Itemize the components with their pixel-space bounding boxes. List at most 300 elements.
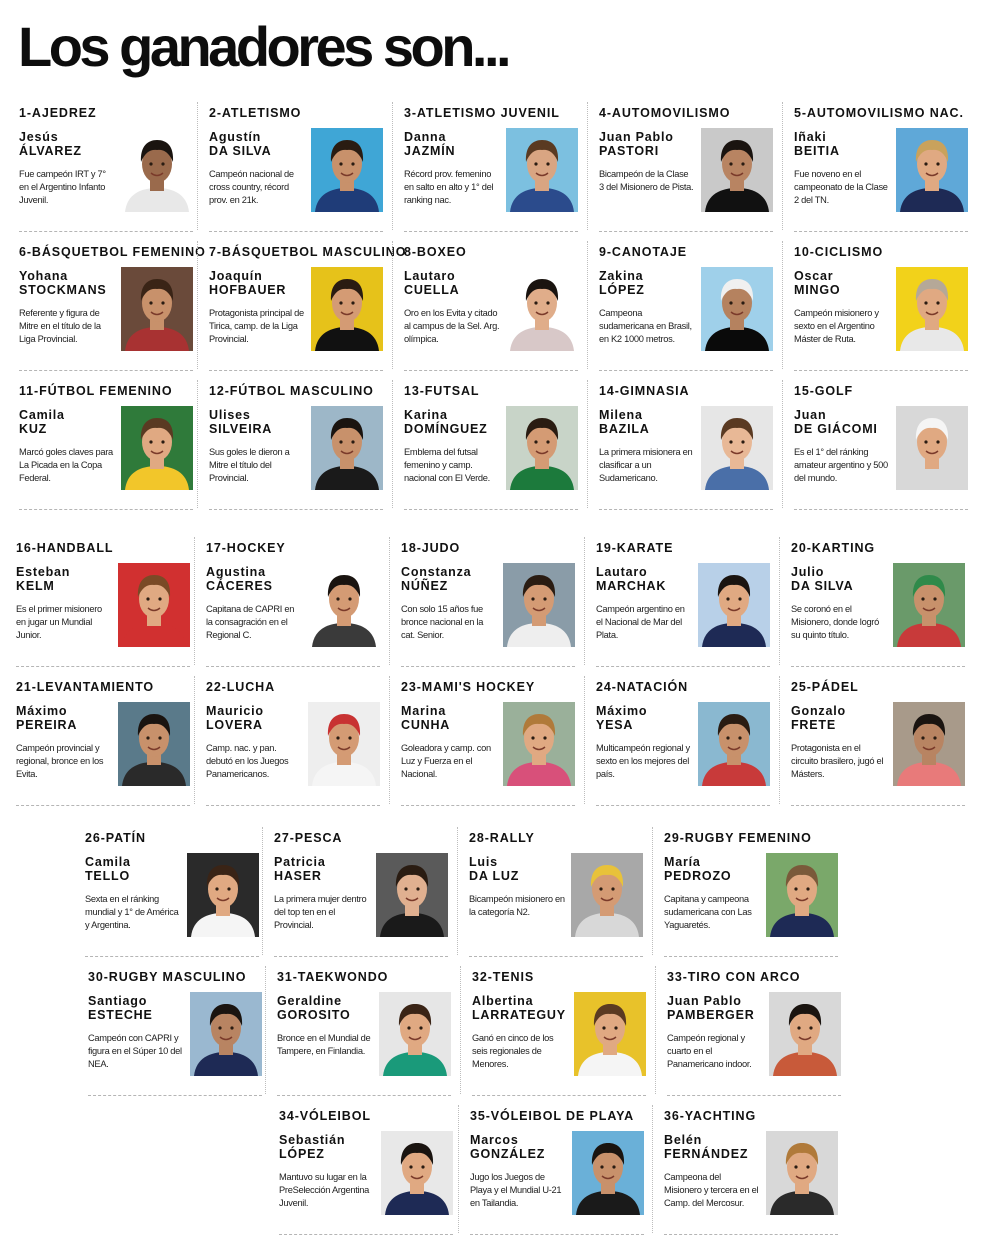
winner-category: 10-CICLISMO [794, 245, 884, 259]
card-divider [209, 231, 383, 232]
winner-last-name: BEITIA [794, 144, 840, 158]
winner-last-name: SILVEIRA [209, 422, 273, 436]
winner-name [19, 408, 105, 436]
winner-name [794, 269, 880, 297]
winner-photo [311, 267, 383, 351]
winner-first-name: Máximo [596, 704, 648, 718]
card-divider [472, 1095, 646, 1096]
card-divider [404, 231, 578, 232]
winner-category: 17-HOCKEY [206, 541, 286, 555]
column-separator [392, 102, 393, 230]
card-divider [16, 666, 190, 667]
winner-first-name: Esteban [16, 565, 71, 579]
winner-photo [379, 992, 451, 1076]
winner-photo [571, 853, 643, 937]
winner-name [404, 130, 490, 158]
winner-description: Campeona sudamericana en Brasil, en K2 1000 metros. [599, 308, 692, 344]
winner-last-name: CÁCERES [206, 579, 273, 593]
card-divider [209, 370, 383, 371]
winner-card [206, 680, 380, 806]
column-separator [389, 676, 390, 804]
column-separator [584, 676, 585, 804]
winner-category: 31-TAEKWONDO [277, 970, 389, 984]
card-divider [88, 1095, 262, 1096]
winner-last-name: LOVERA [206, 718, 263, 732]
column-separator [265, 966, 266, 1094]
winner-first-name: Patricia [274, 855, 326, 869]
card-divider [401, 666, 575, 667]
winner-first-name: Danna [404, 130, 447, 144]
winner-first-name: Oscar [794, 269, 834, 283]
column-separator [197, 102, 198, 230]
winner-first-name: Máximo [16, 704, 68, 718]
card-divider [469, 956, 643, 957]
card-divider [16, 805, 190, 806]
winner-category: 25-PÁDEL [791, 680, 859, 694]
winner-last-name: CUELLA [404, 283, 460, 297]
card-divider [599, 370, 773, 371]
winner-first-name: Juan Pablo [667, 994, 742, 1008]
winner-description: Protagonista en el circuito brasilero, jugó el Másters. [791, 743, 884, 779]
winner-name [599, 408, 685, 436]
winner-first-name: Ulises [209, 408, 251, 422]
winner-name [596, 704, 682, 732]
winner-category: 2-ATLETISMO [209, 106, 302, 120]
winner-last-name: HOFBAUER [209, 283, 287, 297]
winner-category: 15-GOLF [794, 384, 854, 398]
winner-description: Se coronó en el Misionero, donde logró su quinto título. [791, 604, 879, 640]
winner-description: Bronce en el Mundial de Tampere, en Finlandia. [277, 1033, 371, 1056]
winner-last-name: DA LUZ [469, 869, 520, 883]
winner-name [206, 704, 292, 732]
winner-last-name: DOMÍNGUEZ [404, 422, 488, 436]
winner-name [794, 130, 880, 158]
card-divider [791, 666, 965, 667]
winner-name [596, 565, 682, 593]
winner-description: Es el primer misionero en jugar un Mundial Junior. [16, 604, 102, 640]
winner-first-name: Zakina [599, 269, 644, 283]
winner-last-name: NÚÑEZ [401, 579, 449, 593]
winner-description: Sus goles le dieron a Mitre el título del Provincial. [209, 447, 290, 483]
winner-category: 23-MAMI'S HOCKEY [401, 680, 536, 694]
winner-category: 14-GIMNASIA [599, 384, 690, 398]
winner-last-name: STOCKMANS [19, 283, 107, 297]
winner-card [401, 680, 575, 806]
winner-card [470, 1109, 644, 1235]
page-title: Los ganadores son... [18, 15, 509, 78]
card-divider [279, 1234, 453, 1235]
winner-first-name: Camila [85, 855, 131, 869]
winner-description: Fue campeón IRT y 7° en el Argentino Infanto Juvenil. [19, 169, 106, 205]
winner-photo [308, 702, 380, 786]
winner-name [401, 565, 487, 593]
winner-last-name: LÓPEZ [599, 283, 645, 297]
winner-description: Mantuvo su lugar en la PreSelección Argentina Juvenil. [279, 1172, 370, 1208]
winner-card [279, 1109, 453, 1235]
winner-name [206, 565, 292, 593]
winner-photo [701, 406, 773, 490]
winner-card [599, 245, 773, 371]
winner-last-name: FRETE [791, 718, 836, 732]
winner-category: 11-FÚTBOL FEMENINO [19, 384, 173, 398]
winner-last-name: ÁLVAREZ [19, 144, 82, 158]
winner-card [85, 831, 259, 957]
card-divider [85, 956, 259, 957]
card-divider [277, 1095, 451, 1096]
card-divider [664, 1234, 838, 1235]
card-divider [404, 509, 578, 510]
winner-card [664, 1109, 838, 1235]
winner-photo [896, 267, 968, 351]
winner-card [19, 245, 206, 371]
winner-first-name: Luis [469, 855, 498, 869]
card-divider [599, 509, 773, 510]
winner-photo [376, 853, 448, 937]
winner-card [209, 106, 383, 232]
winner-photo [187, 853, 259, 937]
winner-first-name: Agustina [206, 565, 266, 579]
column-separator [652, 1105, 653, 1233]
column-separator [392, 241, 393, 369]
winner-photo [118, 563, 190, 647]
winner-description: Campeón provincial y regional, bronce en los Evita. [16, 743, 104, 779]
winner-photo [503, 702, 575, 786]
winner-card [16, 680, 190, 806]
winner-photo [308, 563, 380, 647]
column-separator [652, 827, 653, 955]
winner-last-name: MINGO [794, 283, 841, 297]
winner-name [209, 130, 295, 158]
winner-category: 5-AUTOMOVILISMO NAC. [794, 106, 964, 120]
winner-description: La primera mujer dentro del top ten en el Provincial. [274, 894, 367, 930]
winner-name [469, 855, 555, 883]
winner-photo [698, 702, 770, 786]
column-separator [262, 827, 263, 955]
winner-description: Referente y figura de Mitre en el título de la Liga Provincial. [19, 308, 101, 344]
card-divider [19, 370, 193, 371]
winner-name [279, 1133, 365, 1161]
winner-description: Campeón argentino en el Nacional de Mar del Plata. [596, 604, 685, 640]
winner-card [794, 106, 968, 232]
winner-card [599, 384, 773, 510]
winner-first-name: Milena [599, 408, 643, 422]
winner-category: 20-KARTING [791, 541, 876, 555]
winner-description: Campeón regional y cuarto en el Panamericano indoor. [667, 1033, 752, 1069]
winner-photo [506, 406, 578, 490]
winner-name [16, 704, 102, 732]
winner-category: 33-TIRO CON ARCO [667, 970, 801, 984]
winner-card [404, 106, 578, 232]
winner-photo [701, 267, 773, 351]
winner-last-name: YESA [596, 718, 634, 732]
card-divider [404, 370, 578, 371]
winner-last-name: ESTECHE [88, 1008, 153, 1022]
card-divider [274, 956, 448, 957]
card-divider [794, 509, 968, 510]
winner-card [794, 384, 968, 510]
winner-first-name: Mauricio [206, 704, 264, 718]
column-separator [197, 380, 198, 508]
column-separator [779, 537, 780, 665]
winner-photo [121, 406, 193, 490]
column-separator [587, 241, 588, 369]
winner-name [274, 855, 360, 883]
winner-category: 3-ATLETISMO JUVENIL [404, 106, 560, 120]
winner-card [274, 831, 448, 957]
winner-card [469, 831, 643, 957]
card-divider [209, 509, 383, 510]
winner-category: 13-FUTSAL [404, 384, 480, 398]
winner-photo [766, 1131, 838, 1215]
winner-card [596, 541, 770, 667]
winner-last-name: TELLO [85, 869, 130, 883]
winner-description: La primera misionera en clasificar a un Sudamericano. [599, 447, 693, 483]
winner-photo [572, 1131, 644, 1215]
winner-first-name: Agustín [209, 130, 262, 144]
winner-first-name: Yohana [19, 269, 69, 283]
winner-photo [698, 563, 770, 647]
winner-last-name: GONZÁLEZ [470, 1147, 546, 1161]
winner-photo [893, 702, 965, 786]
winner-photo [381, 1131, 453, 1215]
winner-description: Bicampeón de la Clase 3 del Misionero de Pista. [599, 169, 694, 192]
winner-photo [896, 128, 968, 212]
winner-photo [766, 853, 838, 937]
winner-name [664, 855, 750, 883]
winner-card [19, 106, 193, 232]
winner-last-name: CUNHA [401, 718, 451, 732]
column-separator [460, 966, 461, 1094]
winner-first-name: Joaquín [209, 269, 263, 283]
card-divider [596, 805, 770, 806]
card-divider [19, 509, 193, 510]
winner-name [209, 408, 295, 436]
winner-category: 24-NATACIÓN [596, 680, 689, 694]
winner-last-name: GOROSITO [277, 1008, 351, 1022]
winner-card [404, 384, 578, 510]
winner-photo [503, 563, 575, 647]
card-divider [667, 1095, 841, 1096]
column-separator [779, 676, 780, 804]
winner-card [16, 541, 190, 667]
winner-last-name: JAZMÍN [404, 144, 456, 158]
winner-category: 6-BÁSQUETBOL FEMENINO [19, 245, 206, 259]
winner-card [599, 106, 773, 232]
winner-description: Capitana y campeona sudamericana con Las Yaguaretés. [664, 894, 752, 930]
winner-category: 29-RUGBY FEMENINO [664, 831, 812, 845]
winner-last-name: PEREIRA [16, 718, 78, 732]
winner-last-name: DA SILVA [791, 579, 854, 593]
column-separator [457, 827, 458, 955]
winner-first-name: María [664, 855, 701, 869]
column-separator [584, 537, 585, 665]
winner-category: 34-VÓLEIBOL [279, 1109, 371, 1123]
winner-category: 1-AJEDREZ [19, 106, 97, 120]
column-separator [782, 380, 783, 508]
column-separator [458, 1105, 459, 1233]
card-divider [596, 666, 770, 667]
winner-first-name: Marcos [470, 1133, 519, 1147]
winner-category: 26-PATÍN [85, 831, 146, 845]
winner-last-name: KELM [16, 579, 55, 593]
column-separator [194, 676, 195, 804]
winner-last-name: DE GIÁCOMI [794, 422, 878, 436]
winner-first-name: Albertina [472, 994, 534, 1008]
column-separator [197, 241, 198, 369]
winner-name [794, 408, 880, 436]
winner-card [277, 970, 451, 1096]
winner-category: 16-HANDBALL [16, 541, 114, 555]
card-divider [401, 805, 575, 806]
winner-category: 32-TENIS [472, 970, 535, 984]
winner-card [794, 245, 968, 371]
winner-photo [118, 702, 190, 786]
winner-name [664, 1133, 750, 1161]
winner-card [404, 245, 578, 371]
winner-category: 7-BÁSQUETBOL MASCULINO [209, 245, 407, 259]
winner-name [401, 704, 487, 732]
winner-photo [311, 406, 383, 490]
winner-first-name: Gonzalo [791, 704, 846, 718]
column-separator [587, 380, 588, 508]
winner-name [791, 704, 877, 732]
winner-first-name: Lautaro [596, 565, 648, 579]
winner-photo [896, 406, 968, 490]
card-divider [794, 231, 968, 232]
winner-name [599, 130, 685, 158]
winner-last-name: PEDROZO [664, 869, 732, 883]
winner-first-name: Constanza [401, 565, 472, 579]
winner-card [664, 831, 838, 957]
winner-card [209, 245, 407, 371]
winner-last-name: FERNÁNDEZ [664, 1147, 749, 1161]
winner-photo [190, 992, 262, 1076]
winner-description: Ganó en cinco de los seis regionales de Menores. [472, 1033, 554, 1069]
winner-description: Fue noveno en el campeonato de la Clase 2 del TN. [794, 169, 888, 205]
winner-description: Multicampeón regional y sexto en los mejores del país. [596, 743, 690, 779]
winner-first-name: Lautaro [404, 269, 456, 283]
winner-category: 27-PESCA [274, 831, 343, 845]
winner-first-name: Geraldine [277, 994, 342, 1008]
winner-first-name: Jesús [19, 130, 59, 144]
winner-name [667, 994, 753, 1022]
winner-description: Emblema del futsal femenino y camp. nacional con El Verde. [404, 447, 490, 483]
winner-description: Es el 1° del ránking amateur argentino y 500 del mundo. [794, 447, 888, 483]
winner-name [791, 565, 877, 593]
winner-photo [506, 128, 578, 212]
winner-card [19, 384, 193, 510]
winner-description: Jugo los Juegos de Playa y el Mundial U-21 en Tailandia. [470, 1172, 562, 1208]
winner-last-name: DA SILVA [209, 144, 272, 158]
card-divider [19, 231, 193, 232]
winner-category: 30-RUGBY MASCULINO [88, 970, 247, 984]
card-divider [206, 666, 380, 667]
winner-first-name: Julio [791, 565, 825, 579]
winner-description: Oro en los Evita y citado al campus de la Sel. Arg. olímpica. [404, 308, 500, 344]
winner-name [470, 1133, 556, 1161]
winner-card [596, 680, 770, 806]
winner-description: Campeón nacional de cross country, récord prov. en 21k. [209, 169, 294, 205]
winner-name [404, 408, 490, 436]
winner-description: Camp. nac. y pan. debutó en los Juegos Panamericanos. [206, 743, 289, 779]
winner-name [85, 855, 171, 883]
winner-first-name: Belén [664, 1133, 703, 1147]
winner-description: Goleadora y camp. con Luz y Fuerza en el Nacional. [401, 743, 491, 779]
winner-name [88, 994, 174, 1022]
winner-name [16, 565, 102, 593]
winner-card [472, 970, 646, 1096]
winner-description: Récord prov. femenino en salto en alto y 1° del ranking nac. [404, 169, 494, 205]
winner-photo [121, 128, 193, 212]
winner-description: Protagonista principal de Tirica, camp. de la Liga Provincial. [209, 308, 304, 344]
card-divider [794, 370, 968, 371]
winner-photo [701, 128, 773, 212]
winner-category: 21-LEVANTAMIENTO [16, 680, 155, 694]
column-separator [194, 537, 195, 665]
column-separator [782, 241, 783, 369]
winner-description: Campeón con CAPRI y figura en el Súper 10 del NEA. [88, 1033, 182, 1069]
winner-card [206, 541, 380, 667]
winner-first-name: Santiago [88, 994, 148, 1008]
winner-category: 8-BOXEO [404, 245, 467, 259]
winner-last-name: PASTORI [599, 144, 660, 158]
winner-name [19, 130, 105, 158]
winner-category: 18-JUDO [401, 541, 461, 555]
column-separator [655, 966, 656, 1094]
winner-first-name: Camila [19, 408, 65, 422]
winner-first-name: Juan [794, 408, 827, 422]
winner-name [209, 269, 295, 297]
winner-category: 22-LUCHA [206, 680, 276, 694]
winner-category: 12-FÚTBOL MASCULINO [209, 384, 374, 398]
winner-category: 4-AUTOMOVILISMO [599, 106, 731, 120]
winner-first-name: Karina [404, 408, 448, 422]
winner-category: 9-CANOTAJE [599, 245, 687, 259]
winner-last-name: KUZ [19, 422, 48, 436]
winner-last-name: PAMBERGER [667, 1008, 755, 1022]
winner-last-name: MARCHAK [596, 579, 667, 593]
winner-name [472, 994, 566, 1022]
winner-last-name: LARRATEGUY [472, 1008, 566, 1022]
column-separator [389, 537, 390, 665]
winner-category: 19-KARATE [596, 541, 674, 555]
winner-first-name: Juan Pablo [599, 130, 674, 144]
card-divider [206, 805, 380, 806]
winner-card [401, 541, 575, 667]
winner-category: 28-RALLY [469, 831, 535, 845]
winner-card [88, 970, 262, 1096]
winner-photo [574, 992, 646, 1076]
column-separator [392, 380, 393, 508]
column-separator [782, 102, 783, 230]
column-separator [587, 102, 588, 230]
winner-description: Bicampeón misionero en la categoría N2. [469, 894, 565, 917]
winner-first-name: Marina [401, 704, 447, 718]
winner-first-name: Sebastián [279, 1133, 346, 1147]
winner-description: Sexta en el ránking mundial y 1° de América y Argentina. [85, 894, 179, 930]
card-divider [664, 956, 838, 957]
winner-description: Campeón misionero y sexto en el Argentino Máster de Ruta. [794, 308, 879, 344]
winner-card [791, 680, 965, 806]
card-divider [599, 231, 773, 232]
winner-description: Capitana de CAPRI en la consagración en el Regional C. [206, 604, 295, 640]
winner-name [19, 269, 105, 297]
winner-name [599, 269, 685, 297]
winner-description: Campeona del Misionero y tercera en el Camp. del Mercosur. [664, 1172, 759, 1208]
winner-description: Marcó goles claves para La Picada en la Copa Federal. [19, 447, 113, 483]
winner-last-name: BAZILA [599, 422, 650, 436]
winner-last-name: HASER [274, 869, 322, 883]
